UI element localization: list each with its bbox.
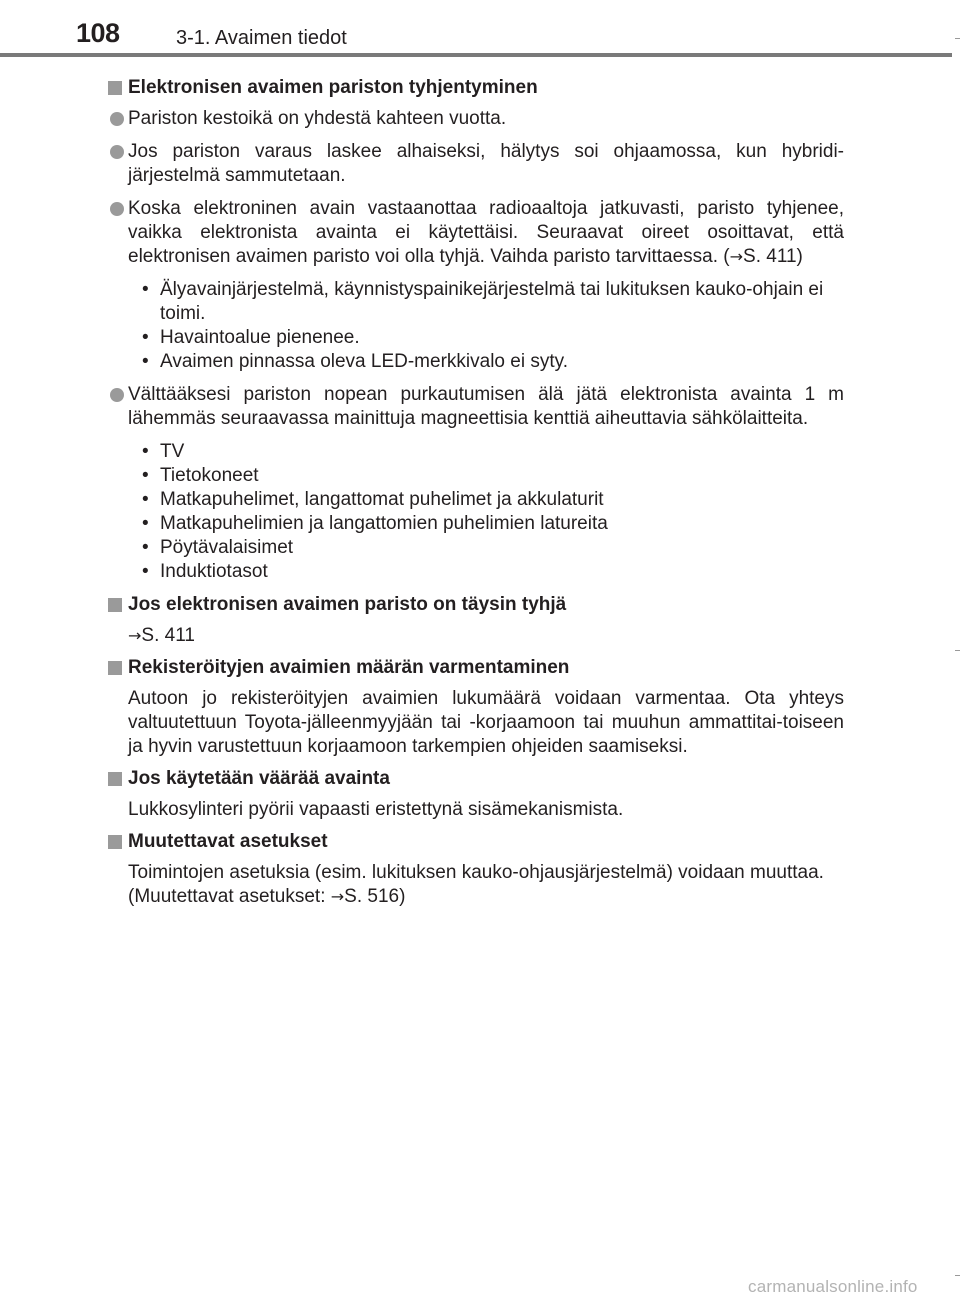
- section-heading-wrong-key: Jos käytetään väärää avainta: [108, 767, 844, 791]
- arrow-right-icon: →: [330, 887, 345, 906]
- bullet-paragraph: Pariston kestoikä on yhdestä kahteen vuotta.: [108, 107, 844, 131]
- round-bullet-icon: [110, 388, 124, 402]
- list-item: • Avaimen pinnassa oleva LED-merkkivalo ei syty.: [142, 350, 844, 374]
- section-paragraph: Autoon jo rekisteröityjen avaimien lukumäärä voidaan varmentaa. Ota yhteys valtuutettuun Toyota-jälleenmyyjään tai -korjaamoon tai muuhun ammattitai-toiseen ja hyvin varustettuun korjaamoon tarkempien ohjeiden saamiseksi.: [128, 688, 844, 757]
- list-item: • Pöytävalaisimet: [142, 536, 844, 560]
- bullet-paragraph: Jos pariston varaus laskee alhaiseksi, hälytys soi ohjaamossa, kun hybridi-järjestelmä sammutetaan.: [108, 140, 844, 188]
- edge-tick: [955, 650, 960, 651]
- arrow-right-icon: →: [729, 247, 744, 266]
- bullet-paragraph: Koska elektroninen avain vastaanottaa radioaaltoja jatkuvasti, paristo tyhjenee, vaikka elektronista avainta ei käytettäisi. Seuraavat oireet osoittavat, että elektronisen avaimen paristo voi olla tyhjä. Vaihda paristo tarvittaessa. (→S. 411): [108, 197, 844, 269]
- page-content: [108, 70, 844, 917]
- header-rule: [0, 53, 952, 57]
- square-bullet-icon: [108, 835, 122, 849]
- page-number: 108: [76, 18, 120, 48]
- section-heading-registered-keys: Rekisteröityjen avaimien määrän varmentaminen: [108, 656, 844, 680]
- section-paragraph: Toimintojen asetuksia (esim. lukituksen kauko-ohjausjärjestelmä) voidaan muuttaa. (Muutettavat asetukset: →S. 516): [128, 861, 844, 909]
- bullet-paragraph: Välttääksesi pariston nopean purkautumisen älä jätä elektronista avainta 1 m lähemmäs seuraavassa mainittuja magneettisia kenttiä aiheuttavia sähkölaitteita.: [108, 383, 844, 431]
- square-bullet-icon: [108, 661, 122, 675]
- watermark: carmanualsonline.info: [748, 1277, 918, 1296]
- page-reference[interactable]: (Muutettavat asetukset: →S. 516): [128, 886, 406, 907]
- round-bullet-icon: [110, 112, 124, 126]
- square-bullet-icon: [108, 772, 122, 786]
- sub-list: [142, 278, 844, 374]
- list-item: • Havaintoalue pienenee.: [142, 326, 844, 350]
- edge-tick: [955, 38, 960, 39]
- arrow-right-icon: →: [128, 626, 142, 645]
- list-item: • Matkapuhelimet, langattomat puhelimet ja akkulaturit: [142, 488, 844, 512]
- section-heading-battery-dead: Jos elektronisen avaimen paristo on täysin tyhjä: [108, 593, 844, 617]
- page-reference[interactable]: (→S. 411): [723, 246, 803, 267]
- round-bullet-icon: [110, 145, 124, 159]
- edge-tick: [955, 1275, 960, 1276]
- list-item: • TV: [142, 440, 844, 464]
- square-bullet-icon: [108, 598, 122, 612]
- list-item: • Matkapuhelimien ja langattomien puhelimien latureita: [142, 512, 844, 536]
- page-reference[interactable]: →S. 411: [128, 625, 195, 646]
- section-heading-customizable-settings: Muutettavat asetukset: [108, 830, 844, 854]
- round-bullet-icon: [110, 202, 124, 216]
- list-item: • Induktiotasot: [142, 560, 844, 584]
- page-header: [0, 0, 960, 60]
- list-item: • Tietokoneet: [142, 464, 844, 488]
- section-heading-battery-drain: Elektronisen avaimen pariston tyhjentyminen: [108, 76, 844, 100]
- sub-list: [142, 440, 844, 584]
- square-bullet-icon: [108, 81, 122, 95]
- list-item: • Älyavainjärjestelmä, käynnistyspainikejärjestelmä tai lukituksen kauko-ohjain ei toimi.: [142, 278, 844, 326]
- section-paragraph: Lukkosylinteri pyörii vapaasti eristettynä sisämekanismista.: [128, 799, 624, 820]
- section-title: 3-1. Avaimen tiedot: [176, 27, 347, 49]
